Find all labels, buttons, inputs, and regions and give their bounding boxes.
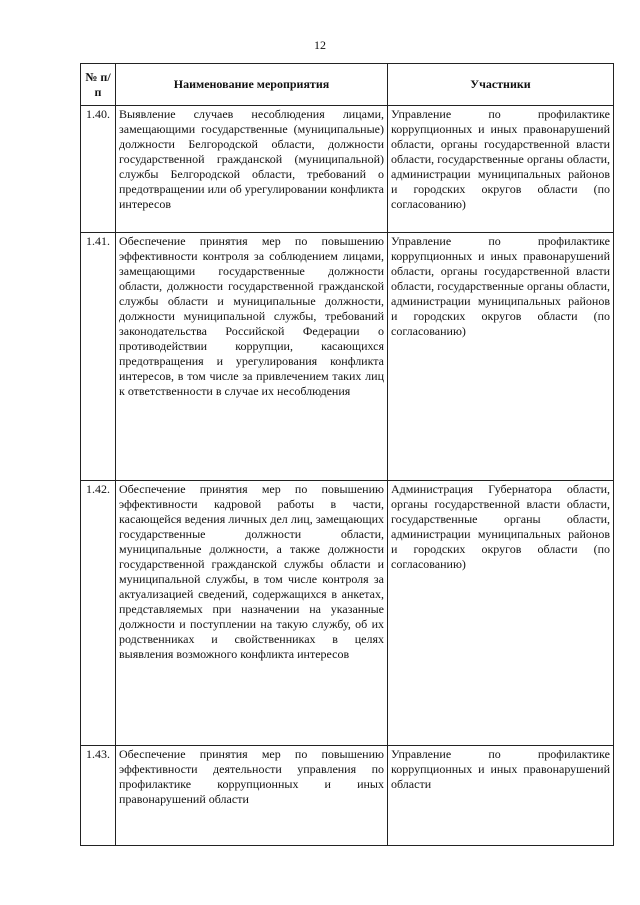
row-number: 1.42. xyxy=(81,481,116,746)
row-number: 1.41. xyxy=(81,233,116,481)
table-row xyxy=(81,233,614,481)
row-participants: Управление по профилактике коррупционных и иных правонарушений области xyxy=(388,746,614,846)
row-participants: Управление по профилактике коррупционных и иных правонарушений области, органы государственной власти области, государственные органы области, администрации муниципальных районов и городских округов области (по согласованию) xyxy=(388,233,614,481)
table-row xyxy=(81,746,614,846)
row-number: 1.40. xyxy=(81,106,116,233)
row-measure: Обеспечение принятия мер по повышению эффективности кадровой работы в части, касающейся ведения личных дел лиц, замещающих государственные должности области, муниципальные должности, а также должности государственной гражданской службы области и муниципальной службы, в том числе контроля за актуализацией сведений, содержащихся в анкетах, представляемых при назначении на указанные должности и поступлении на такую службу, об их родственниках и свойственниках в целях выявления возможного конфликта интересов xyxy=(116,481,388,746)
header-participants: Участники xyxy=(388,64,614,106)
table-row xyxy=(81,481,614,746)
row-measure: Обеспечение принятия мер по повышению эффективности деятельности управления по профилактике коррупционных и иных правонарушений области xyxy=(116,746,388,846)
row-participants: Управление по профилактике коррупционных и иных правонарушений области, органы государственной власти области, государственные органы области, администрации муниципальных районов и городских округов области (по согласованию) xyxy=(388,106,614,233)
row-participants: Администрация Губернатора области, органы государственной власти области, государственные органы области, администрации муниципальных районов и городских округов области (по согласованию) xyxy=(388,481,614,746)
measures-table xyxy=(80,63,614,846)
row-measure: Выявление случаев несоблюдения лицами, замещающими государственные (муниципальные) должности Белгородской области, должности государственной гражданской (муниципальной) службы Белгородской области, требований о предотвращении или об урегулировании конфликта интересов xyxy=(116,106,388,233)
header-name: Наименование мероприятия xyxy=(116,64,388,106)
row-number: 1.43. xyxy=(81,746,116,846)
table-row xyxy=(81,106,614,233)
table-header-row xyxy=(81,64,614,106)
row-measure: Обеспечение принятия мер по повышению эффективности контроля за соблюдением лицами, замещающими государственные должности области, должности государственной гражданской службы области и муниципальные должности, должности муниципальной службы, требований законодательства Российской Федерации о противодействии коррупции, касающихся предотвращения и урегулирования конфликта интересов, в том числе за привлечением таких лиц к ответственности в случае их несоблюдения xyxy=(116,233,388,481)
page-number: 12 xyxy=(314,38,326,52)
header-num: № п/п xyxy=(81,64,116,106)
